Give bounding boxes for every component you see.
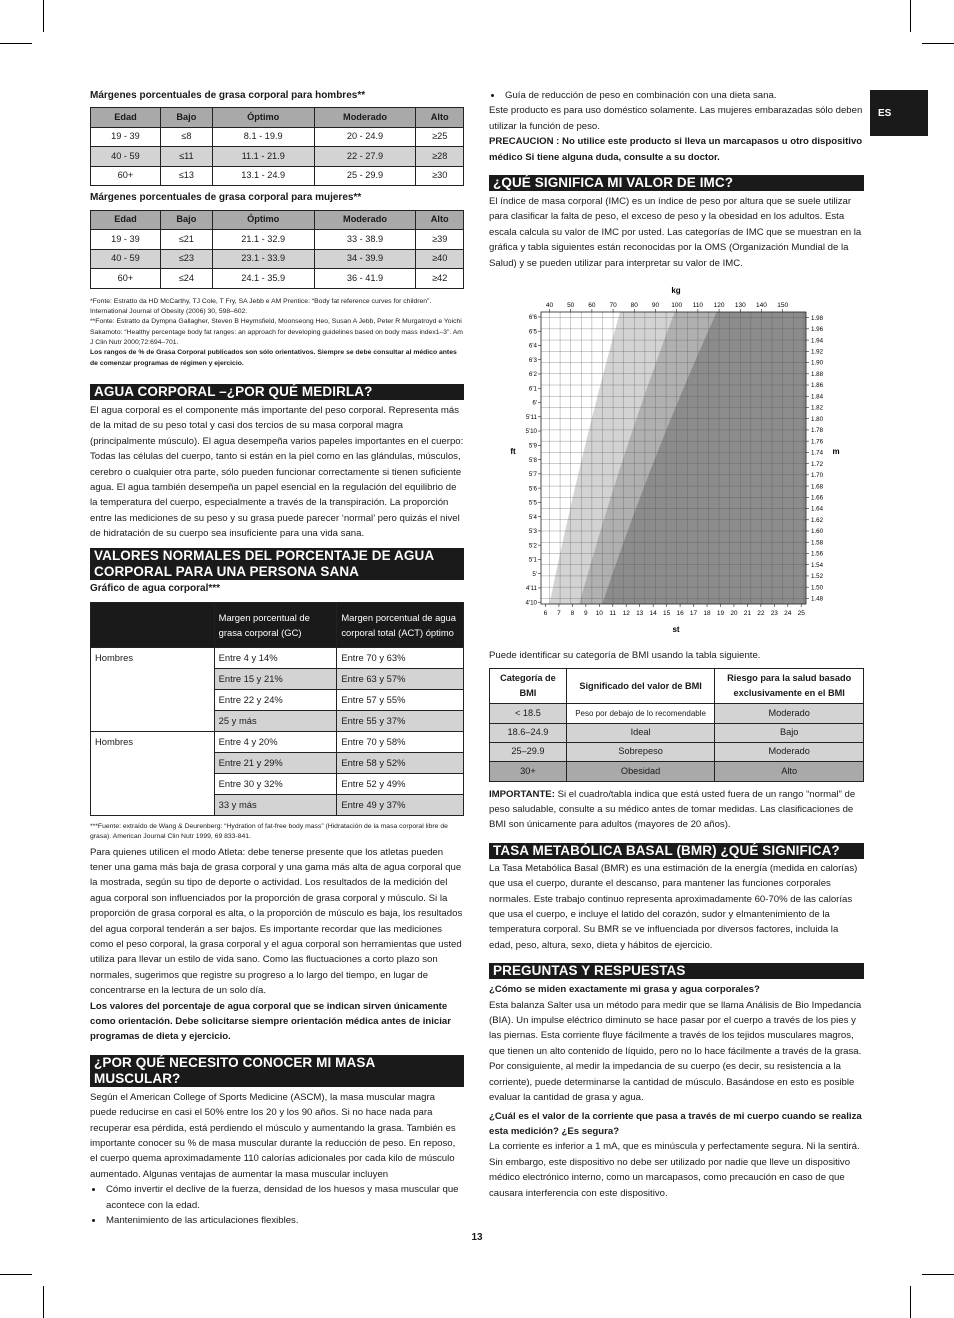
left-tick-label: 5'7 — [528, 471, 537, 479]
bmi-chart-svg — [489, 282, 864, 638]
left-tick-label: 5'4 — [528, 513, 537, 521]
men-fat-title: Márgenes porcentuales de grasa corporal para hombres** — [90, 90, 366, 101]
right-tick-label: 1.68 — [811, 483, 824, 491]
group-label: Hombres — [91, 731, 215, 815]
page-number: 13 — [471, 1232, 483, 1243]
table-header: Alto — [416, 210, 464, 230]
left-tick-label: 6'6 — [528, 314, 537, 322]
faq-question-1: ¿Cómo se miden exactamente mi grasa y agua corporales? — [489, 984, 760, 996]
footnote-3: Los rangos de % de Grasa Corporal publicados son sólo orientativos. Siempre se debe consultar al médico antes de comenzar programas de régimen y ejercicio. — [90, 349, 457, 367]
bottom-tick-label: 18 — [703, 610, 711, 617]
faq-heading: PREGUNTAS Y RESPUESTAS — [489, 963, 864, 979]
table-cell: 24.1 - 35.9 — [212, 269, 314, 289]
water-text: El agua corporal es el componente más importante del peso corporal. Representa más de la mitad de su peso total y casi dos tercios de su masa corporal magra (principalmente músculo). El agua desempeña varios papeles importantes en el cuerpo: Todas las células del cuerpo, tanto si están en la piel como en las glándulas, músculos, cerebro o cualquier otra parte, sólo pueden funcionar correctamente si tienen suficiente agua. El agua también desempeña un papel esencial en la regulación del equilibrio de la temperatura del cuerpo, especialmente a través de la transpiración. La proporción entre las mediciones de su peso y su grasa puede parecer ‘normal’ pero quizás el nivel de hidratación de su cuerpo sea insuficiente para una vida sana. — [90, 404, 464, 540]
crop-mark — [922, 43, 954, 44]
imc-text: El índice de masa corporal (IMC) es un índice de peso por altura que se suele utilizar para clasificar la falta de peso, el exceso de peso y la obesidad en los adultos. Esta escala calcula su valor de IMC por usted. Las categorías de IMC que se muestran en la gráfica y tabla siguientes están reconocidas por la OMS (Organización Mundial de la Salud) y se pueden utilizar para interpretar su valor de IMC. — [489, 196, 862, 269]
table-cell: Entre 15 y 21% — [214, 668, 337, 689]
table-cell: Entre 4 y 20% — [214, 731, 337, 752]
right-tick-label: 1.52 — [811, 573, 824, 581]
table-cell: 34 - 39.9 — [314, 249, 416, 269]
table-cell: ≥39 — [416, 230, 464, 250]
right-tick-label: 1.80 — [811, 415, 824, 423]
top-tick-label: 140 — [756, 302, 767, 309]
table-cell: ≥25 — [416, 127, 464, 147]
muscle-heading: ¿POR QUÉ NECESITO CONOCER MI MASA MUSCULAR? — [90, 1055, 464, 1087]
left-tick-label: 4'10 — [525, 599, 537, 607]
top-tick-label: 60 — [588, 302, 596, 309]
left-column — [90, 88, 464, 1228]
left-tick-label: 6'2 — [528, 371, 537, 379]
table-cell: Moderado — [715, 743, 864, 762]
left-tick-label: 5'5 — [528, 499, 537, 507]
bottom-tick-label: 25 — [797, 610, 805, 617]
table-cell: 33 - 38.9 — [314, 230, 416, 250]
bmi-bands — [541, 312, 806, 604]
left-tick-label: 6'1 — [528, 385, 537, 393]
table-cell: Entre 57 y 55% — [337, 689, 464, 710]
table-header: Edad — [91, 108, 161, 128]
table-cell: ≥42 — [416, 269, 464, 289]
table-cell: 23.1 - 33.9 — [212, 249, 314, 269]
group-label: Hombres — [91, 647, 215, 731]
table-cell: 19 - 39 — [91, 127, 161, 147]
list-item: • Mantenimiento de las articulaciones flexibles. — [104, 1213, 464, 1228]
bottom-tick-label: 16 — [676, 610, 684, 617]
water-warning: Los valores del porcentaje de agua corporal que se indican sirven únicamente como orientación. Debe solicitarse siempre orientación médica antes de iniciar programas de dieta y ejercicio. — [90, 1000, 451, 1043]
list-item: • Guía de reducción de peso en combinación con una dieta sana. — [503, 88, 864, 103]
table-header: Significado del valor de BMI — [566, 669, 715, 704]
left-tick-label: 5'9 — [528, 442, 537, 450]
left-tick-label: 4'11 — [525, 585, 537, 593]
table-cell: ≤23 — [160, 249, 212, 269]
bottom-tick-label: 10 — [595, 610, 603, 617]
table-row — [91, 147, 464, 167]
bmi-chart — [489, 282, 864, 643]
table-header: Moderado — [314, 210, 416, 230]
top-tick-label: 110 — [692, 302, 704, 309]
right-tick-label: 1.72 — [811, 460, 824, 468]
left-tick-label: 6'3 — [528, 356, 537, 364]
left-tick-label: 5'1 — [528, 556, 537, 564]
right-tick-label: 1.50 — [811, 584, 824, 592]
table-cell: Entre 22 y 24% — [214, 689, 337, 710]
table-cell: ≥40 — [416, 249, 464, 269]
bottom-tick-label: 8 — [570, 610, 575, 617]
bmr-heading: TASA METABÓLICA BASAL (BMR) ¿QUÉ SIGNIFICA? — [489, 843, 864, 859]
top-tick-label: 90 — [651, 302, 660, 309]
right-tick-label: 1.98 — [811, 314, 824, 322]
bottom-tick-label: 24 — [784, 610, 792, 617]
table-cell: Entre 70 y 63% — [337, 647, 464, 668]
table-cell: 21.1 - 32.9 — [212, 230, 314, 250]
left-tick-label: 6'4 — [528, 342, 537, 350]
table-cell: 13.1 - 24.9 — [212, 166, 314, 186]
right-axis — [806, 315, 824, 603]
women-fat-title: Márgenes porcentuales de grasa corporal para mujeres** — [90, 192, 362, 204]
table-cell: ≥30 — [416, 166, 464, 186]
men-fat-table — [90, 107, 464, 186]
crop-mark — [922, 1274, 954, 1275]
table-header: Riesgo para la salud basado exclusivamente en el BMI — [715, 669, 864, 704]
crop-mark — [43, 0, 44, 32]
bmr-text: La Tasa Metabólica Basal (BMR) es una estimación de la energía (medida en calorías) que usa el cuerpo, durante el descanso, para mantener las funciones corporales normales. Este trabajo continuo representa aproximadamente 60-70% de las calorías que usa el cuerpo, e incluye el latido del corazón, sudor y elmantenimiento de la temperatura corporal. Su BMR se ve influenciada por diversos factores, incluida la edad, peso, altura, sexo, dieta y hábitos de ejercicio. — [489, 862, 858, 951]
right-tick-label: 1.66 — [811, 494, 824, 502]
bottom-tick-label: 19 — [716, 610, 725, 617]
table-header: Óptimo — [212, 108, 314, 128]
right-column — [489, 88, 864, 271]
table-row — [91, 249, 464, 269]
table-cell: < 18.5 — [490, 704, 567, 723]
table-cell: 36 - 41.9 — [314, 269, 416, 289]
bottom-tick-label: 9 — [584, 610, 588, 617]
right-tick-label: 1.58 — [811, 539, 824, 547]
left-tick-label: 5'6 — [528, 485, 537, 493]
water-table — [90, 602, 464, 816]
table-cell: Entre 63 y 57% — [337, 668, 464, 689]
women-fat-table — [90, 210, 464, 289]
table-header-blank — [91, 602, 215, 647]
left-tick-label: 5'3 — [528, 528, 537, 536]
water-chart-sub: Gráfico de agua corporal*** — [90, 582, 221, 594]
table-row — [490, 762, 864, 781]
top-tick-label: 80 — [630, 302, 638, 309]
bottom-tick-label: 7 — [557, 610, 561, 617]
table-cell: 11.1 - 21.9 — [212, 147, 314, 167]
table-cell: Moderado — [715, 704, 864, 723]
right-tick-label: 1.76 — [811, 438, 824, 446]
table-cell: ≤13 — [160, 166, 212, 186]
muscle-benefits-cont — [489, 88, 864, 103]
table-row — [490, 743, 864, 762]
table-row — [91, 127, 464, 147]
right-tick-label: 1.60 — [811, 528, 824, 536]
table-header: Margen porcentual de agua corporal total (ACT) óptimo — [337, 602, 464, 647]
bottom-tick-label: 20 — [730, 610, 738, 617]
bottom-tick-label: 12 — [622, 610, 630, 617]
table-cell: Alto — [715, 762, 864, 781]
table-cell: Entre 52 y 49% — [337, 773, 464, 794]
table-cell: 40 - 59 — [91, 147, 161, 167]
bottom-tick-label: 11 — [609, 610, 617, 617]
language-tab: ES — [870, 90, 928, 136]
top-tick-label: 40 — [545, 302, 554, 309]
bottom-axis-label: st — [672, 625, 680, 634]
faq-question-2: ¿Cuál es el valor de la corriente que pasa a través de mi cuerpo cuando se realiza esta medición? ¿Es segura? — [489, 1110, 862, 1137]
bmi-table — [489, 668, 864, 781]
right-tick-label: 1.84 — [811, 393, 824, 401]
bottom-tick-label: 23 — [770, 610, 778, 617]
table-cell: 18.6–24.9 — [490, 723, 567, 742]
footnote-2: **Fonte: Estratto da Dympna Gallagher, Steven B Heymsfield, Moonseong Heo, Susan A Jebb, Peter R Murgatroyd e Yoichi Sakamoto: “Healthy percentage body fat ranges: an approach for developing guidelines based on body mass index1–3”. Am J Clin Nutr 2000;72:694–701. — [90, 318, 463, 346]
footnote-1: *Fonte: Estratto da HD McCarthy, TJ Cole, T Fry, SA Jebb e AM Prentice: “Body fat reference curves for children”. International Journal of Obesity (2006) 30, 598–602. — [90, 297, 432, 316]
faq-answer-2: La corriente es inferior a 1 mA, que es minúscula y perfectamente segura. Ni la sentirá. Sin embargo, este dispositivo no debe ser utilizado por nadie que lleve un dispositivo médico electrónico interno, como un marcapasos, como precaución en caso de que causara interferencia con este dispositivo. — [489, 1141, 860, 1199]
right-tick-label: 1.62 — [811, 516, 824, 524]
left-tick-label: 5'11 — [525, 413, 537, 421]
right-tick-label: 1.96 — [811, 326, 824, 334]
table-header: Moderado — [314, 108, 416, 128]
table-cell: ≤21 — [160, 230, 212, 250]
bottom-tick-label: 14 — [649, 610, 657, 617]
top-tick-label: 130 — [734, 302, 746, 309]
right-tick-label: 1.88 — [811, 370, 824, 378]
domestic-use-text: Este producto es para uso doméstico solamente. Las mujeres embarazadas sólo deben utilizar la función de peso. — [489, 105, 863, 132]
table-header: Bajo — [160, 108, 212, 128]
bottom-tick-label: 15 — [663, 610, 671, 617]
crop-mark — [0, 43, 32, 44]
top-axis — [546, 302, 789, 312]
table-header: Margen porcentual de grasa corporal (GC) — [214, 602, 337, 647]
left-tick-label: 5'8 — [528, 456, 537, 464]
table-cell: Entre 55 y 37% — [337, 710, 464, 731]
faq-answer-1: Esta balanza Salter usa un método para medir que se llama Análisis de Bio Impedancia (BIA). Un impulse eléctrico diminuto se hace pasar por el cuerpo a través de los pies y las piernas. Esta corriente fluye fácilmente a través de los tejidos musculares magros, que tienen un alto contenido de líquido, pero no lo hace fácilmente a través de la grasa. Por consiguiente, al medir la impedancia de su cuerpo (es decir, su resistencia a la corriente), puede determinarse la cantidad de músculo. Basándose en esto es posible evaluar la cantidad de grasa y agua. — [489, 999, 862, 1104]
water-footnote: ***Fuente: extraído de Wang & Deurenberg: “Hydration of fat-free body mass” (Hidratación de la masa corporal libre de grasa). American Journal Clin Nutr 1999, 69 833-841. — [90, 822, 448, 841]
right-tick-label: 1.56 — [811, 550, 824, 558]
right-tick-label: 1.86 — [811, 382, 824, 390]
bottom-tick-label: 6 — [543, 610, 548, 617]
table-header: Edad — [91, 210, 161, 230]
right-tick-label: 1.48 — [811, 595, 824, 603]
water-norm-heading: VALORES NORMALES DEL PORCENTAJE DE AGUA CORPORAL PARA UNA PERSONA SANA — [90, 548, 464, 580]
caution-text: PRECAUCION : No utilice este producto si lleva un marcapasos u otro dispositivo médico Si tiene alguna duda, consulte a su doctor. — [489, 136, 863, 163]
crop-mark — [910, 0, 911, 32]
bottom-tick-label: 17 — [689, 610, 698, 617]
table-cell: 33 y más — [214, 794, 337, 815]
right-tick-label: 1.94 — [811, 337, 824, 345]
table-cell: Entre 49 y 37% — [337, 794, 464, 815]
right-column-lower — [489, 648, 864, 1201]
table-cell: Entre 30 y 32% — [214, 773, 337, 794]
bottom-tick-label: 22 — [757, 610, 765, 617]
left-axis-label: ft — [510, 447, 516, 456]
bottom-tick-label: 13 — [636, 610, 644, 617]
list-item: • Cómo invertir el declive de la fuerza, densidad de los huesos y masa muscular que acontece con la edad. — [104, 1182, 464, 1213]
imc-heading: ¿QUÉ SIGNIFICA MI VALOR DE IMC? — [489, 175, 864, 191]
table-row — [91, 166, 464, 186]
table-cell: Bajo — [715, 723, 864, 742]
table-cell: Obesidad — [566, 762, 715, 781]
muscle-benefits-list — [90, 1182, 464, 1228]
right-axis-label: m — [832, 447, 840, 456]
table-cell: 19 - 39 — [91, 230, 161, 250]
right-tick-label: 1.90 — [811, 359, 824, 367]
table-cell: 60+ — [91, 269, 161, 289]
top-tick-label: 100 — [671, 302, 683, 309]
bottom-axis — [544, 604, 806, 617]
table-header: Bajo — [160, 210, 212, 230]
top-axis-label: kg — [671, 286, 681, 295]
table-cell: ≤11 — [160, 147, 212, 167]
right-tick-label: 1.70 — [811, 472, 824, 480]
bmi-intro: Puede identificar su categoría de BMI usando la tabla siguiente. — [489, 650, 761, 661]
table-cell: 8.1 - 19.9 — [212, 127, 314, 147]
athlete-text: Para quienes utilicen el modo Atleta: debe tenerse presente que los atletas pueden tener una gama más baja de grasa corporal y una gama más alta de agua corporal que la mostrada, según su tipo de deporte o actividad. Los resultados de la medición del agua corporal son influenciados por la proporción de grasa corporal y músculo. Si la proporción de grasa corporal es alta, o la proporción de músculo es baja, los resultados del agua corporal tenderán a ser bajos. Es importante recordar que las mediciones como el peso corporal, la grasa corporal y el agua corporal son herramientas que usted utiliza para llevar un estilo de vida sano. Como las fluctuaciones a corto plazo son normales, sugerimos que registre su progreso a lo largo del tiempo, en lugar de concentrarse en la lectura de un solo día. — [90, 846, 463, 997]
table-cell: 25 - 29.9 — [314, 166, 416, 186]
top-tick-label: 50 — [567, 302, 575, 309]
table-cell: 20 - 24.9 — [314, 127, 416, 147]
table-cell: Entre 21 y 29% — [214, 752, 337, 773]
left-axis — [525, 314, 541, 606]
crop-mark — [910, 1286, 911, 1318]
table-cell: 25 y más — [214, 710, 337, 731]
water-heading: AGUA CORPORAL –¿POR QUÉ MEDIRLA? — [90, 384, 464, 400]
table-header: Óptimo — [212, 210, 314, 230]
left-tick-label: 6' — [532, 399, 537, 407]
right-tick-label: 1.82 — [811, 404, 824, 412]
table-cell: 25–29.9 — [490, 743, 567, 762]
right-tick-label: 1.74 — [811, 449, 824, 457]
table-cell: Entre 70 y 58% — [337, 731, 464, 752]
left-tick-label: 5' — [532, 570, 537, 578]
crop-mark — [0, 1274, 32, 1275]
table-cell: ≥28 — [416, 147, 464, 167]
table-cell: 30+ — [490, 762, 567, 781]
table-cell: 40 - 59 — [91, 249, 161, 269]
table-cell: ≤8 — [160, 127, 212, 147]
table-cell: Peso por debajo de lo recomendable — [566, 704, 715, 723]
top-tick-label: 70 — [609, 302, 617, 309]
muscle-text: Según el American College of Sports Medicine (ASCM), la masa muscular magra puede reducirse en casi el 50% entre los 20 y los 90 años. Si no hace nada para recuperar esa pérdida, está perdiendo el músculo y aumentando la grasa. También es importante conocer su % de masa muscular durante la reducción de peso. En reposo, el cuerpo quema aproximadamente 110 calorías adicionales por cada kilo de músculo aumentado. Algunas ventajas de aumentar la masa muscular incluyen — [90, 1091, 456, 1180]
right-tick-label: 1.64 — [811, 505, 824, 513]
table-header: Categoría de BMI — [490, 669, 567, 704]
right-tick-label: 1.92 — [811, 348, 824, 356]
right-tick-label: 1.78 — [811, 427, 824, 435]
left-tick-label: 6'5 — [528, 328, 537, 336]
important-label: IMPORTANTE: — [489, 788, 555, 800]
table-row — [91, 269, 464, 289]
top-tick-label: 120 — [713, 302, 725, 309]
table-cell: Entre 4 y 14% — [214, 647, 337, 668]
crop-mark — [43, 1286, 44, 1318]
table-cell: Entre 58 y 52% — [337, 752, 464, 773]
important-note — [489, 787, 864, 833]
table-row — [91, 731, 464, 752]
right-tick-label: 1.54 — [811, 561, 824, 569]
table-row — [490, 723, 864, 742]
table-row — [91, 230, 464, 250]
left-tick-label: 5'2 — [528, 542, 537, 550]
left-tick-label: 5'10 — [525, 428, 537, 436]
table-row — [490, 704, 864, 723]
important-text: Si el cuadro/tabla indica que está usted fuera de un rango “normal” de peso saludable, consulte a su médico antes de tomar medidas. Las clasificaciones de BMI son únicamente para adultos (mayores de 20 años). — [489, 788, 856, 831]
table-cell: Sobrepeso — [566, 743, 715, 762]
bottom-tick-label: 21 — [743, 610, 752, 617]
table-row — [91, 647, 464, 668]
top-tick-label: 150 — [777, 302, 789, 309]
table-cell: ≤24 — [160, 269, 212, 289]
table-cell: 22 - 27.9 — [314, 147, 416, 167]
table-cell: Ideal — [566, 723, 715, 742]
table-cell: 60+ — [91, 166, 161, 186]
table-header: Alto — [416, 108, 464, 128]
